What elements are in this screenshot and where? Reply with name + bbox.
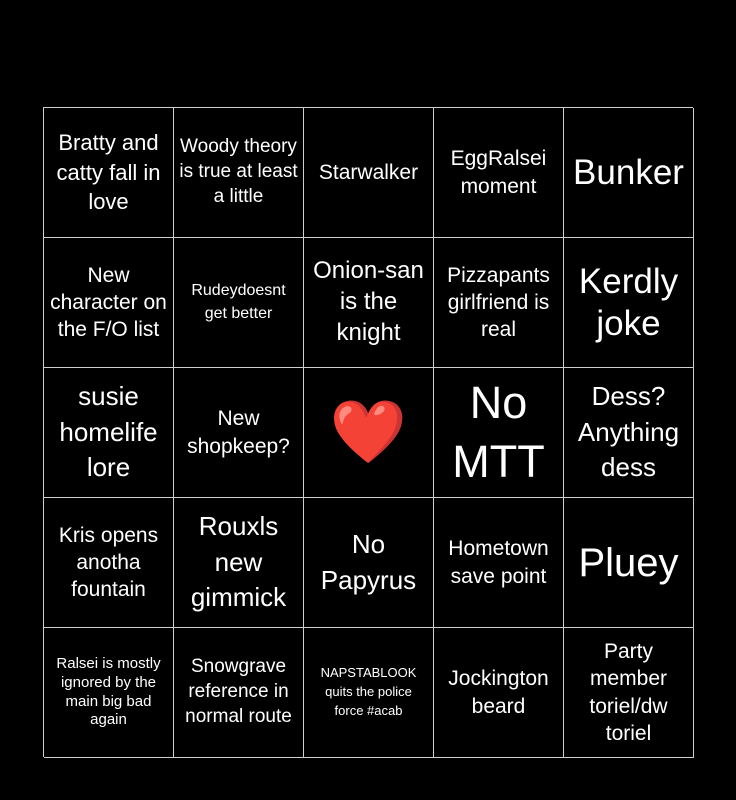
- bingo-cell[interactable]: [174, 628, 304, 758]
- bingo-cell[interactable]: [174, 368, 304, 498]
- cell-text: Ralsei is mostly ignored by the main big bad again: [56, 655, 161, 729]
- cell-text: NAPSTABLOOK quits the police force #acab: [320, 665, 417, 718]
- cell-text: Kerdly joke: [578, 261, 679, 343]
- cell-text: New character on the F/O list: [50, 263, 167, 342]
- bingo-cell[interactable]: [564, 498, 694, 628]
- bingo-cell[interactable]: [434, 368, 564, 498]
- cell-text: Jockington beard: [448, 667, 549, 718]
- cell-text: susie homelife lore: [59, 381, 158, 483]
- bingo-cell[interactable]: [304, 238, 434, 368]
- bingo-cell[interactable]: [564, 368, 694, 498]
- cell-text: Pluey: [578, 540, 679, 585]
- bingo-cell[interactable]: [564, 238, 694, 368]
- cell-text: No MTT: [452, 377, 545, 487]
- cell-text: Rouxls new gimmick: [190, 511, 287, 613]
- bingo-cell[interactable]: [434, 498, 564, 628]
- cell-text: Onion-san is the knight: [313, 257, 424, 346]
- bingo-cell[interactable]: [434, 628, 564, 758]
- bingo-cell[interactable]: [564, 108, 694, 238]
- bingo-cell[interactable]: [44, 238, 174, 368]
- bingo-cell[interactable]: [44, 108, 174, 238]
- bingo-cell[interactable]: [174, 238, 304, 368]
- cell-text: Bratty and catty fall in love: [56, 129, 161, 215]
- cell-text: Starwalker: [318, 160, 419, 184]
- cell-text: Party member toriel/dw toriel: [589, 639, 668, 745]
- cell-text: Pizzapants girlfriend is real: [447, 263, 550, 342]
- bingo-cell[interactable]: [304, 108, 434, 238]
- bingo-cell[interactable]: [304, 628, 434, 758]
- bingo-cell[interactable]: [304, 498, 434, 628]
- bingo-cell[interactable]: [44, 498, 174, 628]
- bingo-free-cell[interactable]: [304, 368, 434, 498]
- cell-text: Rudeydoesnt get better: [191, 282, 286, 322]
- bingo-cell[interactable]: [564, 628, 694, 758]
- bingo-cell[interactable]: [44, 628, 174, 758]
- bingo-cell[interactable]: [434, 238, 564, 368]
- cell-text: Snowgrave reference in normal route: [185, 656, 292, 727]
- bingo-cell[interactable]: [174, 108, 304, 238]
- cell-text: No Papyrus: [320, 529, 417, 595]
- cell-text: New shopkeep?: [187, 407, 290, 458]
- cell-text: Dess? Anything dess: [577, 381, 680, 483]
- cell-text: Woody theory is true at least a little: [179, 136, 298, 207]
- cell-text: EggRalsei moment: [450, 147, 547, 198]
- bingo-cell[interactable]: [174, 498, 304, 628]
- cell-text: Hometown save point: [448, 537, 549, 588]
- bingo-board: [43, 107, 693, 757]
- cell-text: Bunker: [573, 152, 684, 192]
- bingo-cell[interactable]: [44, 368, 174, 498]
- cell-text: Kris opens anotha fountain: [58, 523, 159, 602]
- heart-icon: ❤️: [329, 397, 408, 467]
- bingo-cell[interactable]: [434, 108, 564, 238]
